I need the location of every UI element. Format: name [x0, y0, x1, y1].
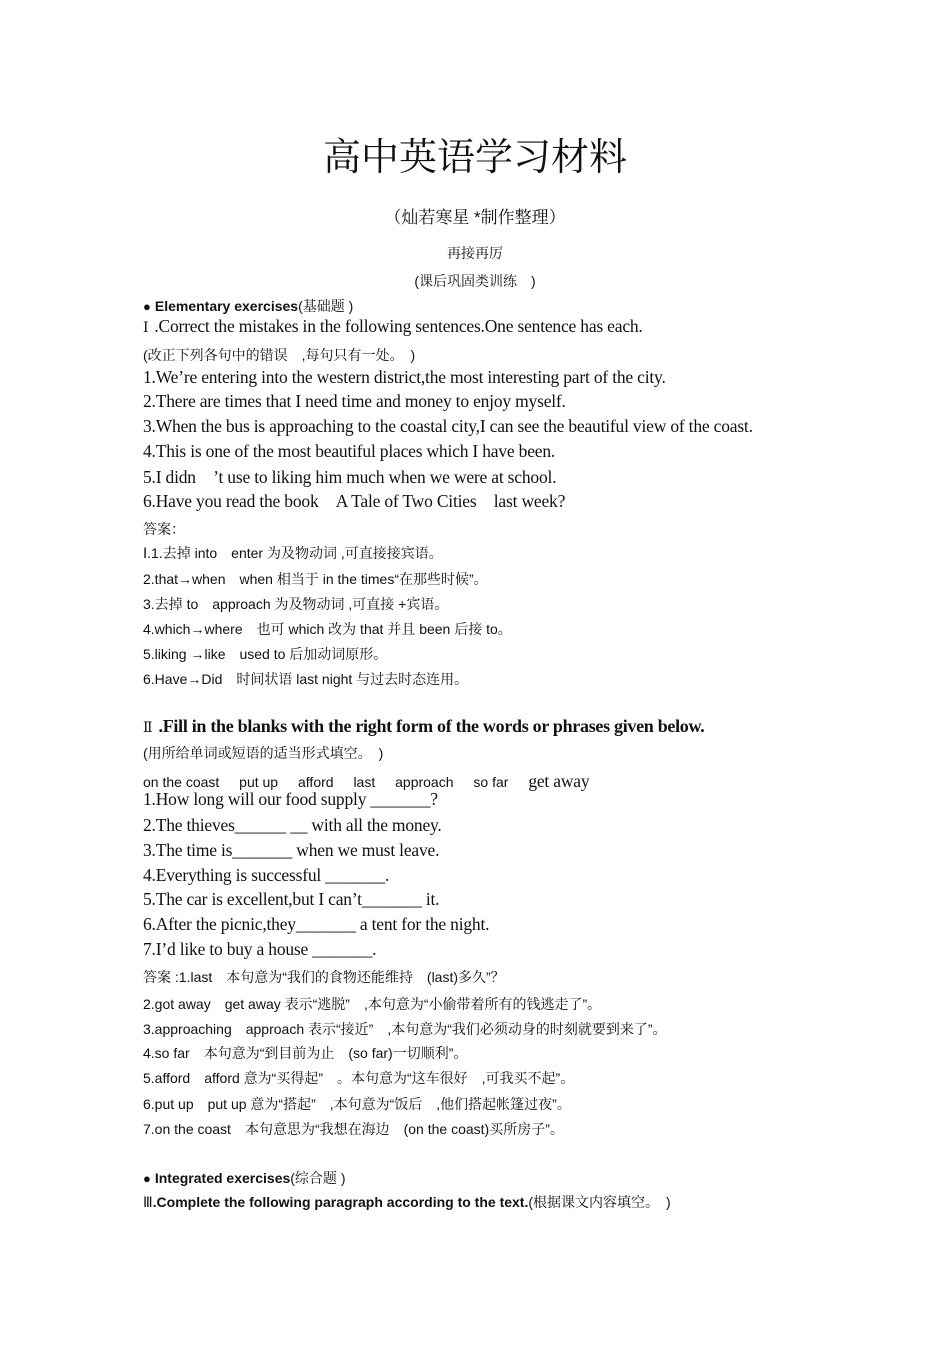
part1-answer: 5.liking →like used to 后加动词原形。: [143, 646, 388, 662]
page-title: 高中英语学习材料: [322, 135, 627, 179]
unit-note: (课后巩固类训练 ): [414, 273, 536, 289]
part1-sentence: 1.We’re entering into the western district,the most interesting part of the city.: [143, 367, 666, 387]
part3-instruction-zh: (根据课文内容填空。 ): [528, 1194, 671, 1210]
part1-sentence: 3.When the bus is approaching to the coastal city,I can see the beautiful view of the coast.: [143, 416, 753, 436]
part1-numeral: Ⅰ: [143, 320, 149, 336]
page-subtitle: （灿若寒星 *制作整理）: [384, 208, 566, 227]
part2-sentence: 7.I’d like to buy a house _______.: [143, 939, 377, 959]
part1-sentence: 4.This is one of the most beautiful places which I have been.: [143, 441, 556, 461]
part2-instruction: [143, 717, 704, 736]
part1-instruction-zh: (改正下列各句中的错误 ,每句只有一处。 ): [143, 347, 416, 363]
word-bank-item: so far: [473, 774, 509, 790]
section-heading-integrated: [143, 1171, 345, 1185]
word-bank-item: last: [353, 774, 376, 790]
word-bank-item: on the coast: [143, 774, 220, 790]
part2-answer: 3.approaching approach 表示“接近” ,本句意为“我们必须动身的时刻就要到来了”。: [143, 1021, 667, 1037]
section-heading-note: (综合题 ): [290, 1170, 346, 1186]
part2-sentence: 3.The time is_______ when we must leave.: [143, 840, 440, 860]
unit-title: 再接再厉: [447, 245, 503, 261]
section-heading-note: (基础题 ): [298, 298, 354, 314]
part1-answer: 2.that→when when 相当于 in the times“在那些时候”。: [143, 571, 488, 587]
word-bank: [143, 773, 605, 791]
part2-instruction-zh: (用所给单词或短语的适当形式填空。 ): [143, 745, 384, 761]
part2-sentence: 6.After the picnic,they_______ a tent for the night.: [143, 914, 490, 934]
part2-answer: 答案 :1.last 本句意为“我们的食物还能维持 (last)多久”？: [143, 969, 505, 985]
part2-sentence: 4.Everything is successful _______.: [143, 865, 390, 885]
part2-sentence: 1.How long will our food supply _______?: [143, 789, 438, 809]
word-bank-item: afford: [298, 774, 334, 790]
part2-answer: 5.afford afford 意为“买得起” 。本句意为“这车很好 ,可我买不起”。: [143, 1070, 575, 1086]
part2-answer: 6.put up put up 意为“搭起” ,本句意为“饭后 ,他们搭起帐篷过夜”。: [143, 1096, 571, 1112]
part2-answer: 7.on the coast 本句意思为“我想在海边 (on the coast)买所房子”。: [143, 1121, 564, 1137]
part1-instruction: [143, 318, 643, 336]
bullet-icon: ●: [143, 1171, 151, 1186]
part3-instruction-text: .Complete the following paragraph according to the text.: [152, 1194, 529, 1210]
part2-sentence: 2.The thieves______ __ with all the money.: [143, 815, 442, 835]
part2-sentence: 5.The car is excellent,but I can’t_______ it.: [143, 889, 440, 909]
bullet-icon: ●: [143, 299, 151, 314]
section-heading-elementary: [143, 299, 353, 313]
part2-answer: 4.so far 本句意为“到目前为止 (so far)一切顺利”。: [143, 1045, 468, 1061]
part1-answer: Ⅰ.1.去掉 into enter 为及物动词 ,可直接接宾语。: [143, 545, 443, 561]
section-heading-text: Integrated exercises: [154, 1170, 291, 1186]
part1-sentence: 2.There are times that I need time and money to enjoy myself.: [143, 391, 566, 411]
part3-instruction: [143, 1195, 671, 1209]
word-bank-item: approach: [395, 774, 454, 790]
answer-label: 答案：: [143, 521, 185, 537]
part1-answer: 6.Have→Did 时间状语 last night 与过去时态连用。: [143, 671, 469, 687]
part2-answer: 2.got away get away 表示“逃脱” ,本句意为“小偷带着所有的钱逃走了”。: [143, 996, 602, 1012]
section-heading-text: Elementary exercises: [154, 298, 299, 314]
word-bank-item: put up: [239, 774, 279, 790]
part1-instruction-text: .Correct the mistakes in the following sentences.One sentence has each.: [154, 316, 643, 336]
part2-numeral: Ⅱ: [143, 720, 153, 736]
part2-instruction-text: .Fill in the blanks with the right form of the words or phrases given below.: [158, 716, 705, 736]
word-bank-item: get away: [528, 771, 590, 791]
part1-sentence: 6.Have you read the book A Tale of Two Cities last week?: [143, 491, 566, 511]
part1-sentence: 5.I didn ’t use to liking him much when we were at school.: [143, 467, 557, 487]
part1-answer: 4.which→where 也可 which 改为 that 并且 been 后接 to。: [143, 621, 512, 637]
part1-answer: 3.去掉 to approach 为及物动词 ,可直接 +宾语。: [143, 596, 449, 612]
part3-numeral: Ⅲ: [143, 1194, 153, 1210]
